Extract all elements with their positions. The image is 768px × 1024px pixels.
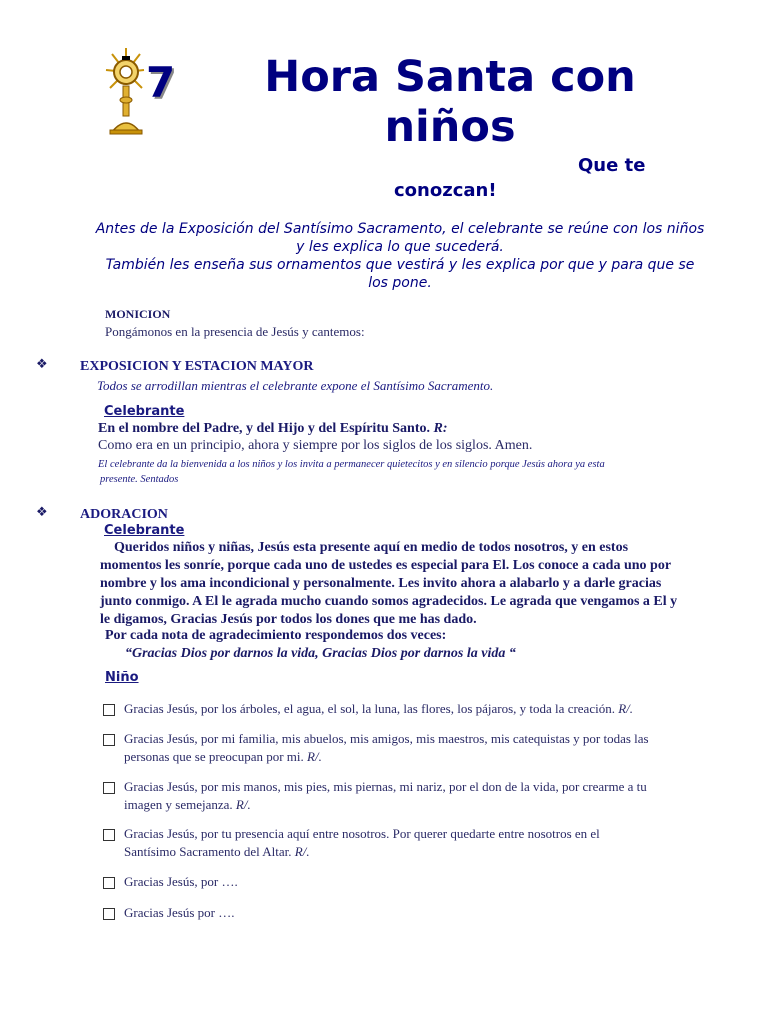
item-response: R/. [294,844,310,859]
nino-label: Niño [105,670,139,685]
intro-paragraph [72,220,728,292]
checkbox-icon[interactable] [103,782,115,794]
page-title: Hora Santa con niños [264,52,636,152]
item-text: personas que se preocupan por mi. [124,749,304,764]
intro-line: los pone. [368,275,432,291]
adoracion-heading: ADORACION [80,507,168,522]
intro-line: También les enseña sus ornamentos que vestirá y les explica por que y para que se [105,257,695,273]
response-intro: Por cada nota de agradecimiento respondemos dos veces: [105,628,447,643]
item-text: Gracias Jesús por …. [124,905,235,920]
diamond-bullet-icon: ❖ [36,505,48,520]
response-text: Como era en un principio, ahora y siempre por los siglos de los siglos. Amen. [98,438,533,453]
subtitle-line-2: conozcan! [394,180,497,201]
intro-line: y les explica lo que sucederá. [296,239,504,255]
checkbox-icon[interactable] [103,704,115,716]
item-text: imagen y semejanza. [124,797,233,812]
monstrance-logo [104,44,176,138]
diamond-bullet-icon: ❖ [36,357,48,372]
paragraph-line: Queridos niños y niñas, Jesús esta presente aquí en medio de todos nosotros, y en estos [114,540,629,555]
item-response: R/. [307,749,322,764]
item-text: Santísimo Sacramento del Altar. [124,844,292,859]
item-text: Gracias Jesús, por mi familia, mis abuelos, mis amigos, mis maestros, mis catequistas y por todas las [124,731,649,746]
item-text: Gracias Jesús, por …. [124,874,238,889]
subtitle-line-1: Que te [578,155,646,176]
paragraph-line: junto conmigo. A El le agrada mucho cuando somos agradecidos. Le agrada que vengamos a El y [100,594,678,609]
monicion-text: Pongámonos en la presencia de Jesús y cantemos: [105,324,365,339]
celebrante-note-line: El celebrante da la bienvenida a los niños y los invita a permanecer quietecitos y en silencio porque Jesús ahora ya esta [98,459,605,470]
exposicion-rubric: Todos se arrodillan mientras el celebrante expone el Santísimo Sacramento. [97,378,494,393]
celebrante-note-line: presente. Sentados [100,474,179,485]
monicion-label: MONICION [105,307,171,321]
invocation: En el nombre del Padre, y del Hijo y del Espíritu Santo. R: [98,421,448,436]
item-text: Gracias Jesús, por tu presencia aquí entre nosotros. Por querer quedarte entre nosotros en el [124,826,600,841]
adoracion-paragraph [100,539,740,629]
checkbox-icon[interactable] [103,734,115,746]
item-text: Gracias Jesús, por los árboles, el agua, el sol, la luna, las flores, los pájaros, y toda la creación. [124,701,615,716]
celebrante-label: Celebrante [104,404,185,419]
response-quote: “Gracias Dios por darnos la vida, Gracias Dios por darnos la vida “ [125,646,516,661]
item-response: R/. [235,797,251,812]
paragraph-line: nombre y los ama incondicional y personalmente. Les invito ahora a alabarlo y a darle gracias [100,576,662,591]
item-response: R/. [618,701,634,716]
checkbox-icon[interactable] [103,908,115,920]
item-text: Gracias Jesús, por mis manos, mis pies, mis piernas, mi nariz, por el don de la vida, por crearme a tu [124,779,647,794]
checkbox-icon[interactable] [103,829,115,841]
page-number: 7 [146,58,176,107]
celebrante-label: Celebrante [104,523,185,538]
paragraph-line: le digamos, Gracias Jesús por todos los dones que me has dado. [100,612,477,627]
checkbox-icon[interactable] [103,877,115,889]
paragraph-line: momentos les sonríe, porque cada uno de ustedes es especial para El. Los conoce a cada uno por [100,558,672,573]
intro-line: Antes de la Exposición del Santísimo Sacramento, el celebrante se reúne con los niños [95,221,705,237]
exposicion-heading: EXPOSICION Y ESTACION MAYOR [80,359,314,374]
